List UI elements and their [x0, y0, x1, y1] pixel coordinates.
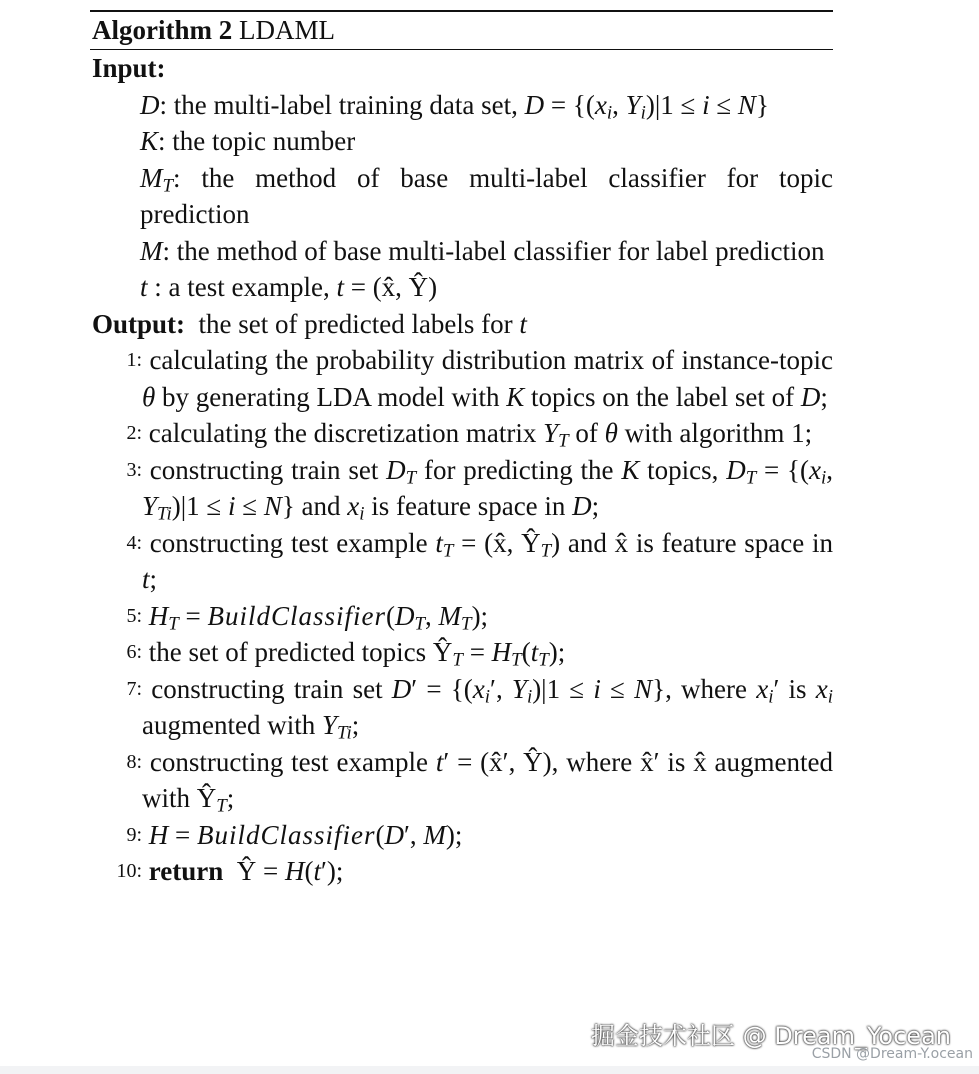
step-text: $H_T$ = $BuildClassifier(D_T$, $M_T$);: [148, 600, 489, 635]
step-text: constructing train set $D_T$ for predicting the K topics, $D_T = \{(x_i$, $Y_{Ti})|1 \le i \le N$} and $x_i$ is feature space in D;: [142, 454, 833, 525]
step-1: [90, 342, 833, 415]
output-text-prefix: the set of predicted labels for: [198, 308, 513, 339]
step-8: [90, 744, 833, 817]
algorithm-box: [90, 10, 833, 890]
input-section: [90, 50, 833, 87]
step-6: [90, 634, 833, 671]
input-item: $M_T$: the method of base multi-label classifier for topic prediction: [140, 162, 833, 229]
step-text: constructing test example $t_T$ = (x̂, $Ŷ_T$) and x̂ is feature space in t;: [142, 527, 834, 594]
step-number: 6:: [126, 641, 142, 663]
input-item: K: the topic number: [140, 126, 356, 156]
step-number: 10:: [116, 860, 142, 882]
step-5: [90, 598, 833, 635]
algorithm-title: [90, 12, 833, 49]
step-number: 3:: [126, 458, 142, 481]
step-text: constructing train set $D' = \{(x_i'$, $Y_i)|1 \le i \le N$}, where $x_i'$ is $x_i$ augmented with $Y_{Ti}$;: [142, 673, 834, 744]
step-text: H = BuildClassifier(D′, M);: [148, 819, 463, 850]
step-number: 5:: [126, 604, 142, 627]
juejin-watermark: 掘金技术社区 @ Dream_Yocean: [591, 1022, 951, 1050]
step-number: 1:: [126, 349, 142, 371]
input-item: D: the multi-label training data set, $D = \{(x_i$, $Y_i)|1 \le i \le N$}: [140, 89, 769, 124]
step-3: [90, 452, 833, 525]
step-4: [90, 525, 833, 598]
step-number: 4:: [126, 531, 142, 554]
step-9: [90, 817, 833, 854]
step-number: 9:: [126, 823, 142, 846]
bottom-strip: [0, 1066, 979, 1074]
output-label: Output:: [92, 308, 186, 339]
output-section: Output: the set of predicted labels for t: [92, 308, 527, 339]
input-item: t : a test example, t = (x̂, Ŷ): [140, 272, 438, 302]
step-number: 7:: [126, 677, 142, 700]
step-text: return Ŷ = H(t′);: [148, 856, 344, 886]
step-text: calculating the discretization matrix $Y_T$ of θ with algorithm 1;: [142, 418, 813, 452]
algorithm-name: LDAML: [238, 15, 335, 45]
step-10: [90, 853, 833, 890]
input-label: Input:: [92, 53, 166, 83]
step-2: [90, 415, 833, 452]
step-number: 2:: [126, 422, 142, 444]
step-text: constructing test example t′ = (x̂′, Ŷ), where x̂′ is x̂ augmented with $Ŷ_T$;: [142, 746, 833, 817]
step-text: calculating the probability distribution matrix of instance-topic θ by generating LDA model with K topics on the label set of D;: [142, 345, 833, 412]
step-7: [90, 671, 833, 744]
step-text: the set of predicted topics $Ŷ_T = H_T(t_T)$;: [142, 637, 566, 671]
csdn-credit: CSDN @Dream-Y.ocean: [811, 1046, 973, 1062]
input-item: M: the method of base multi-label classifier for label prediction: [140, 235, 825, 266]
algorithm-number: Algorithm 2: [92, 15, 233, 45]
step-number: 8:: [126, 750, 142, 773]
